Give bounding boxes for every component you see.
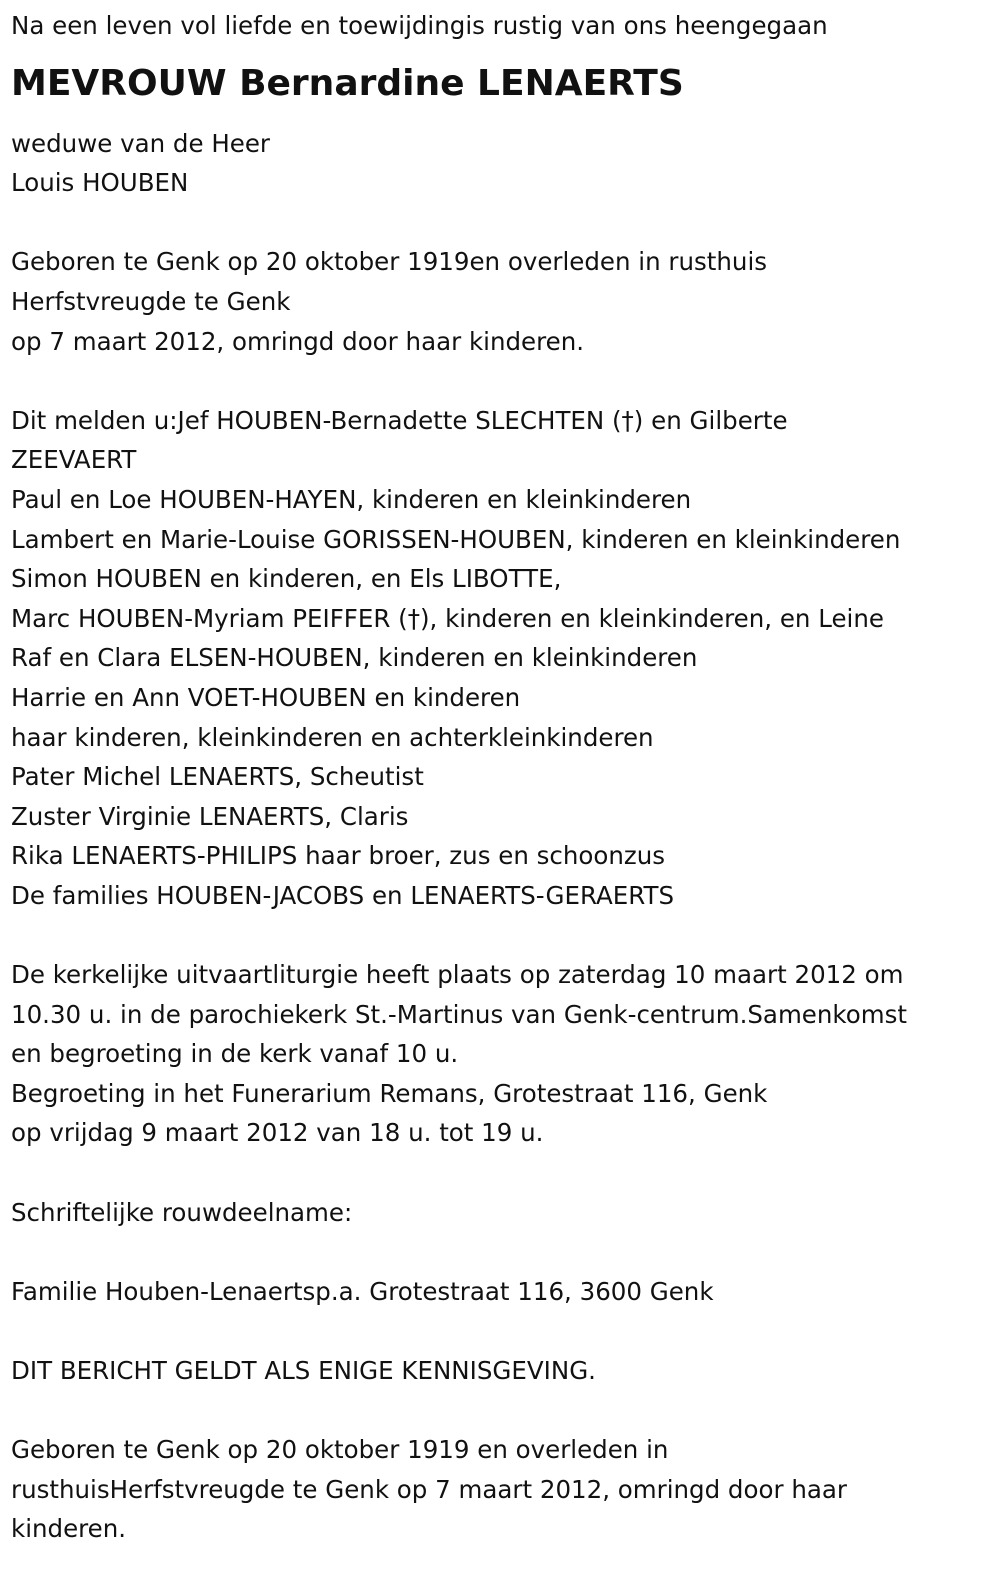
announcer-line: Raf en Clara ELSEN-HOUBEN, kinderen en kleinkinderen: [11, 643, 698, 673]
announcer-line: Lambert en Marie-Louise GORISSEN-HOUBEN, kinderen en kleinkinderen: [11, 524, 901, 554]
spacer: [11, 915, 990, 955]
spacer: [11, 1232, 990, 1272]
announcer-line: Pater Michel LENAERTS, Scheutist: [11, 762, 424, 792]
spouse-line: weduwe van de Heer: [11, 128, 270, 158]
closing-line: kinderen.: [11, 1514, 127, 1544]
birth-death-line: Geboren te Genk op 20 oktober 1919en overleden in rusthuis: [11, 247, 768, 277]
birth-death-line: Herfstvreugde te Genk: [11, 286, 291, 316]
announcer-line: Simon HOUBEN en kinderen, en Els LIBOTTE,: [11, 564, 562, 594]
condolence-label: Schriftelijke rouwdeelname:: [11, 1197, 353, 1227]
funeral-line: op vrijdag 9 maart 2012 van 18 u. tot 19 u.: [11, 1118, 544, 1148]
announcers-block: [11, 401, 990, 916]
funeral-line: De kerkelijke uitvaartliturgie heeft plaats op zaterdag 10 maart 2012 om: [11, 960, 904, 990]
spacer: [11, 1153, 990, 1193]
spacer: [11, 1311, 990, 1351]
announcer-line: Harrie en Ann VOET-HOUBEN en kinderen: [11, 682, 521, 712]
announcer-line: Marc HOUBEN-Myriam PEIFFER (†), kinderen en kleinkinderen, en Leine: [11, 603, 884, 633]
funeral-block: [11, 955, 990, 1153]
funeral-line: 10.30 u. in de parochiekerk St.-Martinus van Genk-centrum.Samenkomst: [11, 999, 907, 1029]
notice-text: DIT BERICHT GELDT ALS ENIGE KENNISGEVING.: [11, 1356, 596, 1385]
announcer-line: Rika LENAERTS-PHILIPS haar broer, zus en schoonzus: [11, 841, 666, 871]
birth-death-block: [11, 242, 990, 361]
announcer-line: ZEEVAERT: [11, 445, 137, 475]
closing-block: [11, 1430, 990, 1549]
birth-death-line: op 7 maart 2012, omringd door haar kinderen.: [11, 326, 585, 356]
funeral-line: Begroeting in het Funerarium Remans, Grotestraat 116, Genk: [11, 1078, 768, 1108]
closing-line: rusthuisHerfstvreugde te Genk op 7 maart 2012, omringd door haar: [11, 1474, 847, 1504]
spacer: [11, 361, 990, 401]
announcer-line: haar kinderen, kleinkinderen en achterkleinkinderen: [11, 722, 654, 752]
condolence-address: Familie Houben-Lenaertsp.a. Grotestraat 116, 3600 Genk: [11, 1276, 714, 1306]
spouse-block: [11, 124, 990, 203]
announcer-line: Zuster Virginie LENAERTS, Claris: [11, 801, 409, 831]
announcer-line: De families HOUBEN-JACOBS en LENAERTS-GERAERTS: [11, 880, 675, 910]
intro-text: Na een leven vol liefde en toewijdingis rustig van ons heengegaan: [11, 11, 828, 40]
spacer: [11, 203, 990, 243]
deceased-name: MEVROUW Bernardine LENAERTS: [11, 62, 684, 104]
announcer-line: Paul en Loe HOUBEN-HAYEN, kinderen en kleinkinderen: [11, 484, 692, 514]
spacer: [11, 1391, 990, 1431]
closing-line: Geboren te Genk op 20 oktober 1919 en overleden in: [11, 1435, 669, 1465]
funeral-line: en begroeting in de kerk vanaf 10 u.: [11, 1039, 459, 1069]
spouse-line: Louis HOUBEN: [11, 168, 189, 198]
announcer-line: Dit melden u:Jef HOUBEN-Bernadette SLECHTEN (†) en Gilberte: [11, 405, 788, 435]
